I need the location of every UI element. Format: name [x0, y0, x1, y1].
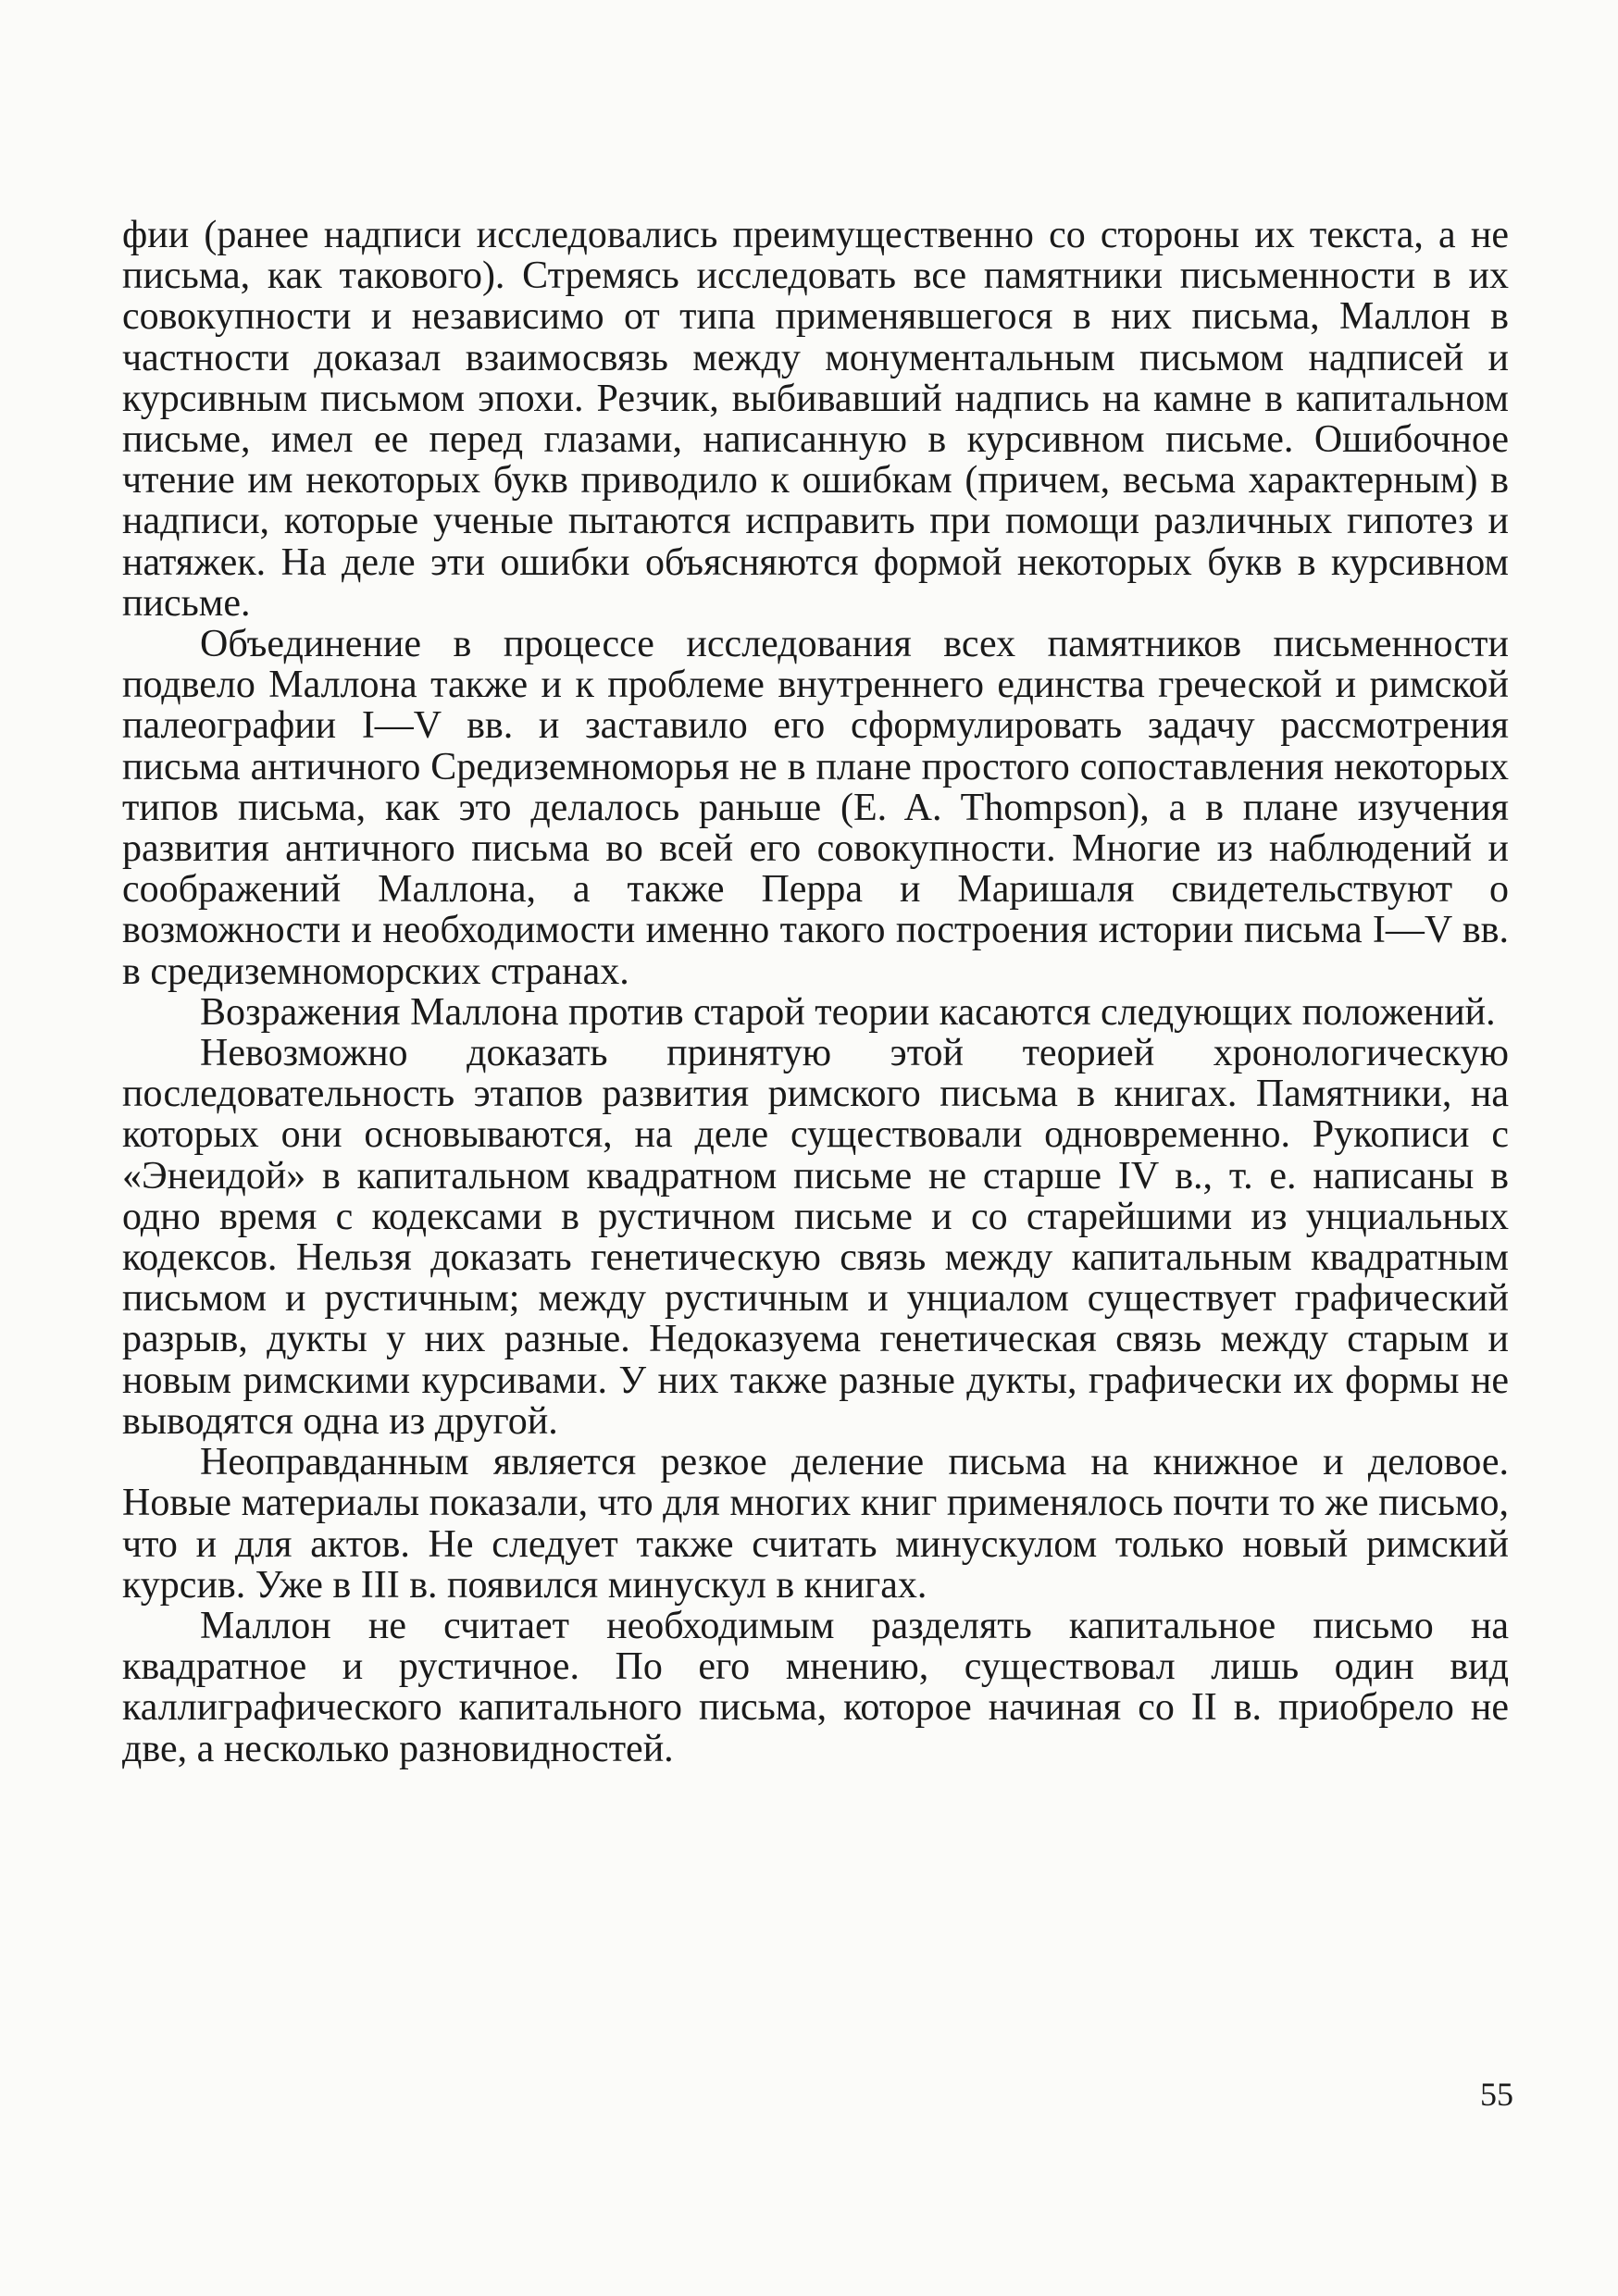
paragraph-chronology: Невозможно доказать принятую этой теорией хронологическую последовательность этапов развития римского письма в книгах. Памятники, на которых они основываются, на деле существовали одновременно. Рукописи с «Энеидой» в капитальном квадратном письме не старше IV в., т. е. написаны в одно время с кодексами в рустичном письме и со старейшими из унциальных кодексов. Нельзя доказать генетическую связь между капитальным квадратным письмом и рустичным; между рустичным и унциалом существует графический разрыв, дукты у них разные. Недоказуема генетическая связь между старым и новым римскими курсивами. У них также разные дукты, графически их формы не выводятся одна из другой. [122, 1032, 1509, 1443]
paragraph-continuation: фии (ранее надписи исследовались преимущественно со стороны их текста, а не письма, как такового). Стремясь исследовать все памятники письменности в их совокупности и независимо от типа применявшегося в них письма, Маллон в частности доказал взаимосвязь между монументальным письмом надписей и курсивным письмом эпохи. Резчик, выбивавший надпись на камне в капитальном письме, имел ее перед глазами, написанную в курсивном письме. Ошибочное чтение им некоторых букв приводило к ошибкам (причем, весьма характерным) в надписи, которые ученые пытаются исправить при помощи различных гипотез и натяжек. На деле эти ошибки объясняются формой некоторых букв в курсивном письме. [122, 214, 1509, 625]
paragraph-book-vs-business: Неоправданным является резкое деление письма на книжное и деловое. Новые материалы показали, что для многих книг применялось почти то же письмо, что и для актов. Не следует также считать минускулом только новый римский курсив. Уже в III в. появился минускул в книгах. [122, 1441, 1509, 1607]
body-text [122, 215, 1509, 1769]
page-number: 55 [1480, 2076, 1513, 2113]
paragraph-unification: Объединение в процессе исследования всех памятников письменности подвело Маллона также и к проблеме внутреннего единства греческой и римской палеографии I—V вв. и заставило его сформулировать задачу рассмотрения письма античного Средиземноморья не в плане простого сопоставления некоторых типов письма, как это делалось раньше (E. A. Thompson), а в плане изучения развития античного письма во всей его совокупности. Многие из наблюдений и соображений Маллона, а также Перра и Маришаля свидетельствуют о возможности и необходимости именно такого построения истории письма I—V вв. в средиземноморских странах. [122, 623, 1509, 993]
paragraph-objections-intro: Возражения Маллона против старой теории касаются следующих положений. [200, 990, 1496, 1034]
paragraph-capital-script: Маллон не считает необходимым разделять капитальное письмо на квадратное и рустичное. По его мнению, существовал лишь один вид каллиграфического капитального письма, которое начиная со II в. приобрело не две, а несколько разновидностей. [122, 1604, 1509, 1770]
